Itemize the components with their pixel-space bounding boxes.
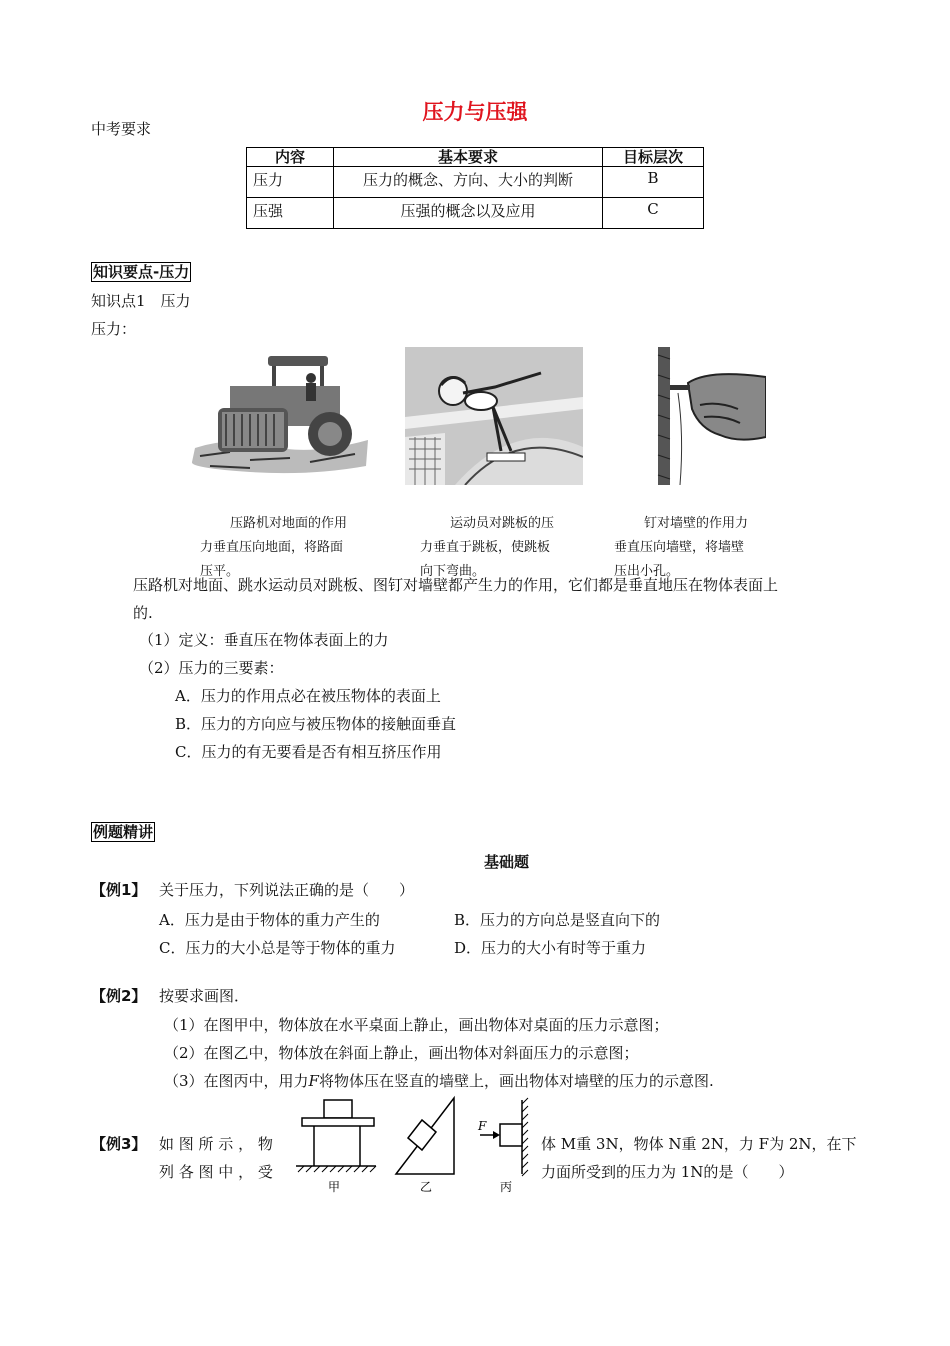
- knowledge-point-label: 知识点1 压力: [91, 292, 191, 310]
- table-cell: 压强: [247, 198, 334, 229]
- figure-bing: [477, 1098, 528, 1194]
- caption-line: 运动员对跳板的压: [450, 516, 555, 531]
- table-cell: B: [603, 167, 704, 198]
- paragraph-line: 压路机对地面、跳水运动员对跳板、图钉对墙壁都产生力的作用，它们都是垂直地压在物体表面上: [133, 576, 779, 594]
- section-heading-pressure: 知识要点-压力: [93, 263, 190, 281]
- diver-illustration: [405, 347, 583, 485]
- pressure-sub-label: 压力：: [91, 320, 137, 338]
- basic-questions-heading: 基础题: [484, 853, 530, 871]
- caption-line: 力垂直压向地面，将路面: [200, 540, 344, 555]
- caption-line: 垂直压向墙壁，将墙壁: [614, 540, 745, 555]
- table-cell: C: [603, 198, 704, 229]
- element-c: C．压力的有无要看是否有相互挤压作用: [175, 743, 442, 761]
- requirements-table: [246, 147, 704, 229]
- thumbtack-wall-illustration: [648, 345, 766, 487]
- definition-line: （1）定义：垂直压在物体表面上的力: [139, 631, 389, 649]
- caption-line: 向下弯曲。: [420, 564, 486, 579]
- figure-label-yi: 乙: [420, 1180, 433, 1194]
- table-header-cell: 基本要求: [334, 148, 603, 167]
- option-c: C．压力的大小总是等于物体的重力: [159, 939, 396, 957]
- caption-line: 钉对墙壁的作用力: [644, 516, 749, 531]
- example-1-question: 关于压力，下列说法正确的是（ ）: [159, 881, 415, 899]
- table-cell: 压力的概念、方向、大小的判断: [334, 167, 603, 198]
- table-header-cell: 内容: [247, 148, 334, 167]
- paragraph-line: 的.: [133, 604, 153, 622]
- force-variable: F: [308, 1072, 319, 1090]
- caption-line: 压平。: [200, 564, 240, 579]
- table-row: [247, 198, 704, 229]
- figure-jia: [296, 1100, 376, 1194]
- caption-line: 压出小孔。: [614, 564, 680, 579]
- example-3-text-left: 列 各 图 中 ， 受: [159, 1163, 273, 1181]
- table-header-cell: 目标层次: [603, 148, 704, 167]
- three-elements-line: （2）压力的三要素：: [139, 659, 284, 677]
- table-cell: 压强的概念以及应用: [334, 198, 603, 229]
- caption-line: 压路机对地面的作用: [230, 516, 348, 531]
- table-row: [247, 167, 704, 198]
- road-roller-illustration: [190, 348, 372, 483]
- example-3-label: 【例3】: [91, 1135, 147, 1153]
- table-header-row: [247, 148, 704, 167]
- option-a: A．压力是由于物体的重力产生的: [159, 911, 380, 929]
- option-d: D．压力的大小有时等于重力: [454, 939, 647, 957]
- example-1-label: 【例1】: [91, 881, 147, 899]
- example-3-text-left: 如 图 所 示 ， 物: [159, 1135, 273, 1153]
- example-2-item-1: （1）在图甲中，物体放在水平桌面上静止，画出物体对桌面的压力示意图；: [164, 1016, 669, 1034]
- page-title: 压力与压强: [422, 100, 528, 124]
- element-b: B．压力的方向应与被压物体的接触面垂直: [175, 715, 457, 733]
- example-3-text-right: 体 M重 3N，物体 N重 2N，力 F为 2N，在下: [541, 1135, 857, 1153]
- figure-label-bing: 丙: [500, 1180, 513, 1194]
- figure-label-jia: 甲: [328, 1180, 341, 1194]
- exam-requirements-label: 中考要求: [91, 120, 152, 138]
- example-3-text-right: 力面所受到的压力为 1N的是（ ）: [541, 1163, 794, 1181]
- option-b: B．压力的方向总是竖直向下的: [454, 911, 661, 929]
- section-heading-examples: 例题精讲: [93, 823, 154, 841]
- example-2-question: 按要求画图．: [159, 987, 250, 1005]
- figure-yi: [396, 1098, 454, 1194]
- item-text: （3）在图丙中，用力: [164, 1072, 309, 1090]
- example-3-figures: [296, 1094, 536, 1196]
- force-label: F: [478, 1119, 487, 1133]
- example-2-item-3: [164, 1070, 714, 1091]
- example-2-label: 【例2】: [91, 987, 147, 1005]
- table-cell: 压力: [247, 167, 334, 198]
- element-a: A．压力的作用点必在被压物体的表面上: [175, 687, 441, 705]
- item-text: 将物体压在竖直的墙壁上，画出物体对墙壁的压力的示意图.: [318, 1072, 714, 1090]
- caption-line: 力垂直于跳板，使跳板: [420, 540, 551, 555]
- example-2-item-2: （2）在图乙中，物体放在斜面上静止，画出物体对斜面压力的示意图；: [164, 1044, 639, 1062]
